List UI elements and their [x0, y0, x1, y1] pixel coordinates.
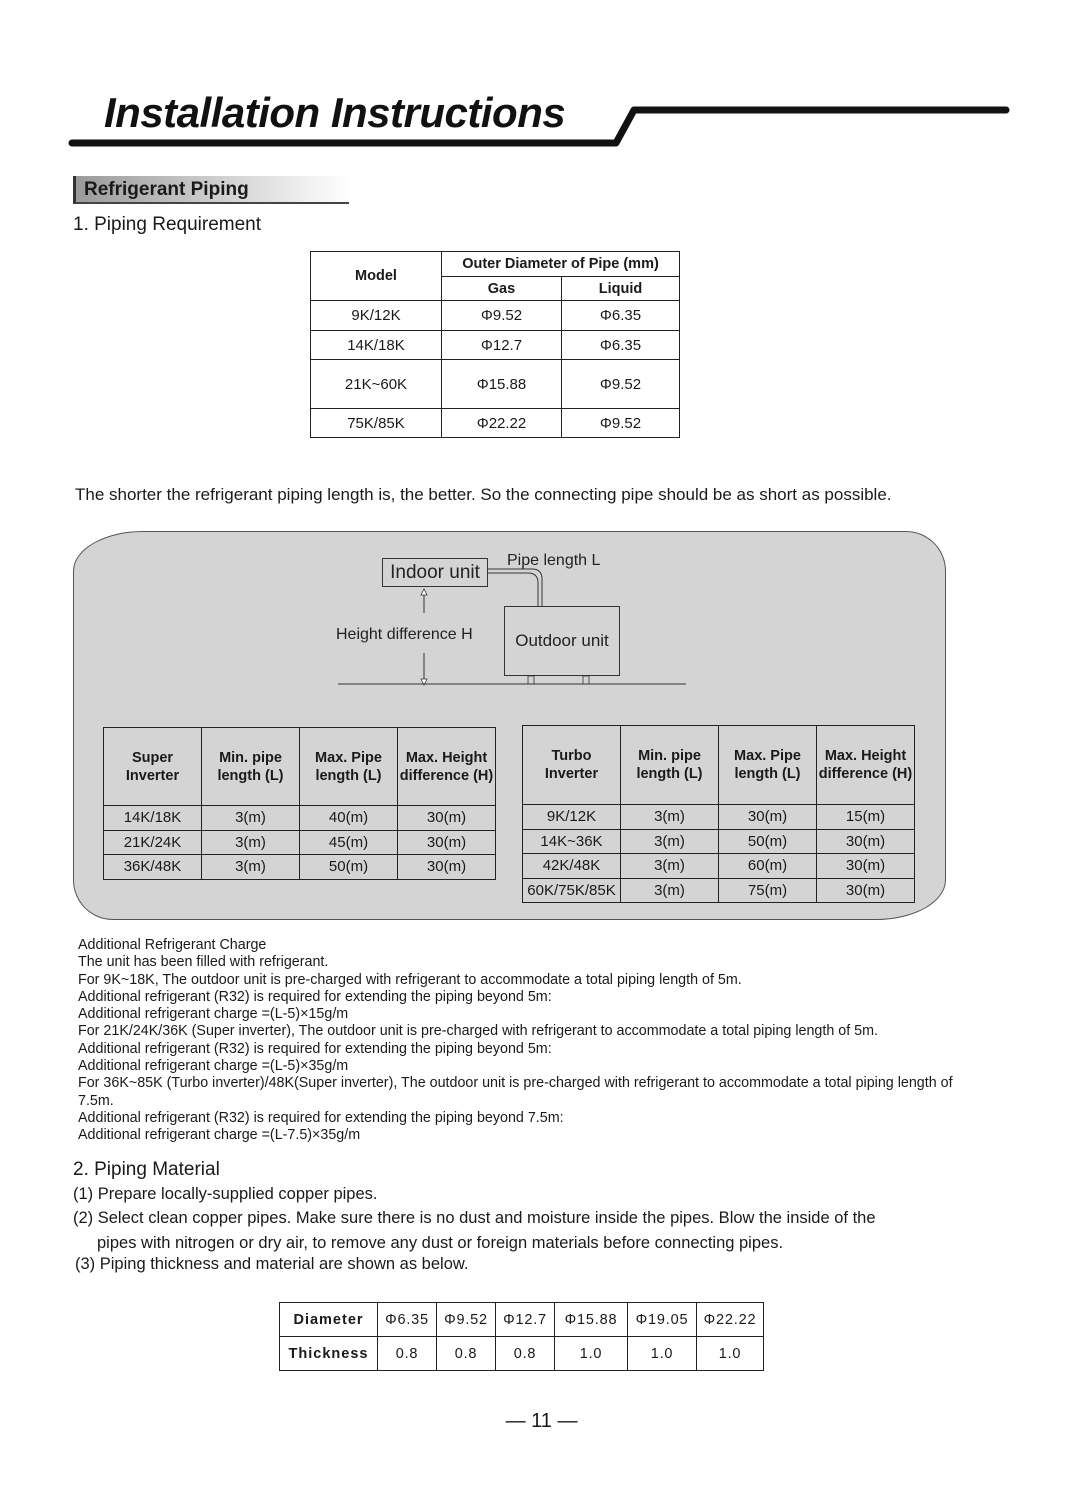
table-row: 21K~60K Φ15.88 Φ9.52 [311, 360, 680, 409]
table-row: 36K/48K 3(m) 50(m) 30(m) [104, 855, 496, 880]
table-row: 9K/12K 3(m) 30(m) 15(m) [523, 805, 915, 830]
outdoor-unit-box: Outdoor unit [504, 606, 620, 676]
table-row: 75K/85K Φ22.22 Φ9.52 [311, 409, 680, 438]
section-title: Refrigerant Piping [84, 179, 249, 200]
table-row: 60K/75K/85K 3(m) 75(m) 30(m) [523, 878, 915, 903]
header-rule [0, 0, 1083, 160]
material-item-2: (2) Select clean copper pipes. Make sure there is no dust and moisture inside the pipes. Blow the inside of the [73, 1209, 876, 1227]
indoor-unit-box: Indoor unit [382, 558, 488, 587]
piping-material-heading: 2. Piping Material [73, 1159, 220, 1180]
table-row: 14K/18K Φ12.7 Φ6.35 [311, 331, 680, 360]
material-item-2-cont: pipes with nitrogen or dry air, to remove any dust or foreign materials before connecting pipes. [97, 1234, 784, 1252]
page-title: Installation Instructions [104, 89, 566, 136]
piping-requirement-heading: 1. Piping Requirement [73, 214, 261, 235]
pipe-thickness-table: Diameter Φ6.35 Φ9.52 Φ12.7 Φ15.88 Φ19.05 Φ22.22 Thickness 0.8 0.8 0.8 1.0 1.0 1.0 [279, 1302, 764, 1371]
height-difference-label: Height difference H [336, 626, 473, 643]
pipe-length-label: Pipe length L [507, 552, 601, 569]
page-number: — 11 — [505, 1410, 578, 1432]
super-inverter-table: Super Inverter Min. pipe length (L) Max. Pipe length (L) Max. Height difference (H) 14K/18K 3(m) 40(m) 30(m) 21K/24K 3(m) 45(m) 30(m) 36K/48K 3(m) 50(m) 30(m) [103, 727, 496, 880]
table-row: 14K~36K 3(m) 50(m) 30(m) [523, 829, 915, 854]
piping-length-note: The shorter the refrigerant piping length is, the better. So the connecting pipe should be as short as possible. [75, 485, 892, 504]
pipe-diameter-table [310, 251, 680, 438]
additional-charge-text: Additional Refrigerant Charge The unit has been filled with refrigerant. For 9K~18K, The outdoor unit is pre-charged with refrigerant to accommodate a total piping length of 5m. Additional refrigerant (R32) is required for extending the piping beyond 5m: Additional refrigerant charge =(L-5)×15g/m For 21K/24K/36K (Super inverter), The outdoor unit is pre-charged with refrigerant to accommodate a total piping length of 5m. Additional refrigerant (R32) is required for extending the piping beyond 5m: Additional refrigerant charge =(L-5)×35g/m For 36K~85K (Turbo inverter)/48K(Super inverter), The outdoor unit is pre-charged with refrigerant to accommodate a total piping length of 7.5m. Additional refrigerant (R32) is required for extending the piping beyond 7.5m: Additional refrigerant charge =(L-7.5)×35g/m [78, 937, 953, 1144]
material-item-3: (3) Piping thickness and material are shown as below. [75, 1255, 469, 1273]
gas-header: Gas [442, 277, 562, 301]
model-header: Model [311, 252, 442, 301]
liquid-header: Liquid [562, 277, 680, 301]
table-row: 21K/24K 3(m) 45(m) 30(m) [104, 830, 496, 855]
table-row: 14K/18K 3(m) 40(m) 30(m) [104, 806, 496, 831]
material-item-1: (1) Prepare locally-supplied copper pipes. [73, 1185, 378, 1203]
outer-diameter-header: Outer Diameter of Pipe (mm) [442, 252, 680, 277]
installation-diagram [330, 545, 700, 695]
section-header [73, 176, 349, 204]
turbo-inverter-table: Turbo Inverter Min. pipe length (L) Max. Pipe length (L) Max. Height difference (H) 9K/12K 3(m) 30(m) 15(m) 14K~36K 3(m) 50(m) 30(m) 42K/48K 3(m) 60(m) 30(m) 60K/75K/85K 3(m) 75(m) 30(m) [522, 725, 915, 903]
table-row: 9K/12K Φ9.52 Φ6.35 [311, 301, 680, 331]
table-row: 42K/48K 3(m) 60(m) 30(m) [523, 854, 915, 879]
